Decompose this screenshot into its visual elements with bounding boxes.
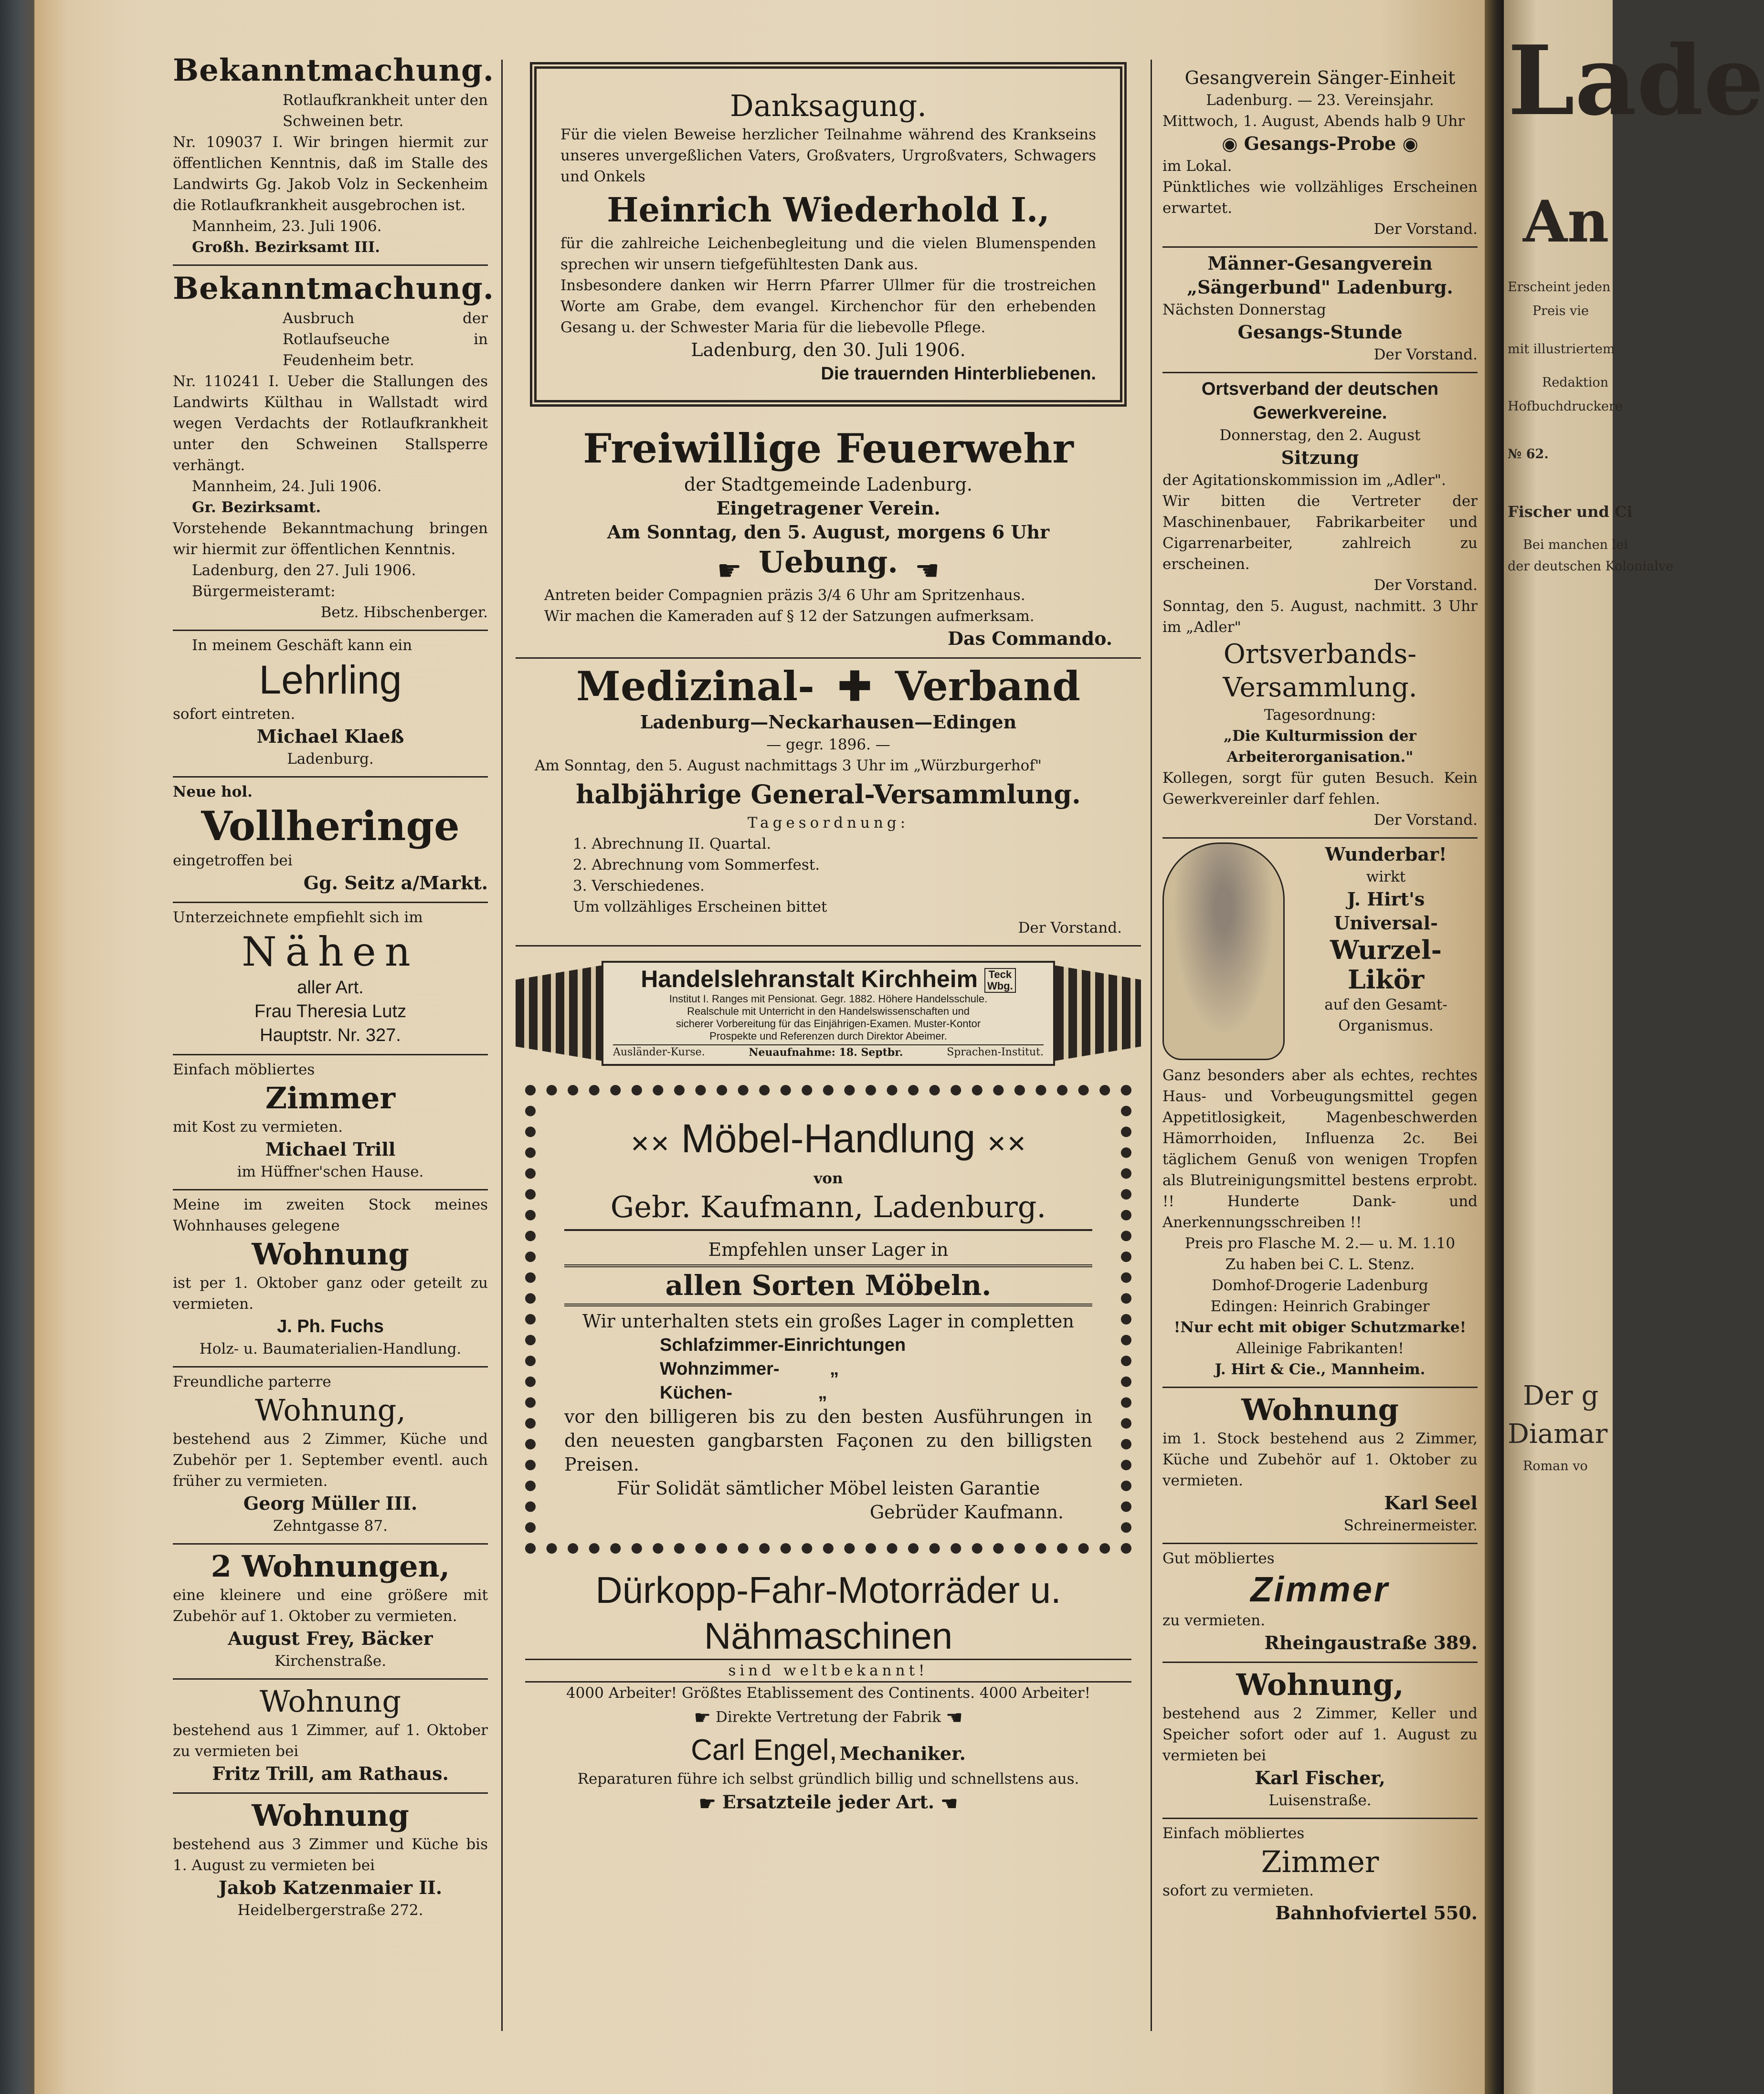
ad-wohnung-katzenmaier [173,1794,488,1927]
ad-zimmer-rheingau [1162,1544,1478,1663]
notice-office: Bürgermeisteramt: [192,583,336,600]
ad-address: Hauptstr. Nr. 327. [260,1025,401,1045]
ad-line: im Lokal. [1162,158,1232,175]
ad-line: Kollegen, sorgt für guten Besuch. Kein Gewerkvereinler darf fehlen. [1162,769,1478,808]
ad-text: zu vermieten. [1162,1612,1266,1629]
ad-intro: Freundliche parterre [173,1373,331,1390]
ad-name: Michael Trill [265,1138,396,1160]
ad-address: Schreinermeister. [1343,1517,1478,1534]
notice-date: Mannheim, 23. Juli 1906. [192,218,382,235]
ad-von: von [813,1169,843,1187]
ad-text: eine kleinere und eine größere mit Zubehör auf 1. Oktober zu vermieten. [173,1587,488,1625]
monk-trademark-illustration [1162,842,1285,1060]
ad-line-row [525,1704,1131,1732]
adjacent-line: Fischer und Ci [1508,503,1633,521]
ad-lehrling [173,631,488,778]
ad-headline-row [544,544,1112,585]
ad-line: wirkt [1366,868,1406,885]
adjacent-page [1504,0,1764,2094]
ad-moebel-handlung [525,1085,1131,1554]
ad-address: Bahnhofviertel 550. [1275,1902,1478,1924]
book-binding-edge [0,0,34,2094]
adjacent-line: Preis vie [1532,304,1589,318]
ad-signature: Der Vorstand. [1373,811,1478,829]
ad-title: Dürkopp-Fahr-Motorräder u. Nähmaschinen [595,1568,1061,1657]
ad-line: Wir machen die Kameraden auf § 12 der Satzungen aufmerksam. [544,607,1035,625]
ad-places: Ladenburg—Neckarhausen—Edingen [640,711,1017,733]
ad-headline: Wohnung [259,1684,401,1719]
ad-address: Kirchenstraße. [274,1652,387,1670]
ad-line: Mittwoch, 1. August, Abends halb 9 Uhr [1162,113,1465,130]
pointing-hand-left-icon: ☚ [945,1706,963,1729]
ad-headline: Gesangs-Probe [1244,133,1396,154]
ad-headline-2: Ortsverbands-Versammlung. [1223,639,1417,703]
ad-place: Ladenburg. [287,750,374,768]
ad-headline: halbjährige General-Versammlung. [576,779,1081,810]
ad-price: Preis pro Flasche M. 2.— u. M. 1.10 [1184,1235,1456,1252]
adjacent-masthead: Lade [1508,25,1764,137]
ad-title: Freiwillige Feuerwehr [583,425,1074,472]
ad-headline: Wohnung, [255,1393,406,1428]
ad-name-row [525,1732,1131,1768]
ad-line: Wir bitten die Vertreter der Maschinenbauer, Fabrikarbeiter und Cigarrenarbeiter, zahlreich zu erscheinen. [1162,493,1478,573]
ad-text: bestehend aus 3 Zimmer und Küche bis 1. August zu vermieten bei [173,1836,488,1874]
ad-intro: Einfach möbliertes [173,1061,315,1078]
ad-paragraph: Ganz besonders aber als echtes, rechtes Haus- und Vorbeugungsmittel gegen Appetitlosigkeit, Magenbeschwerden Hämorrhoiden, Influenza 2c. Bei täglichem Genuß von wenigen Tropfen als Blutreinigungsmittel bestens erprobt. !! Hunderte Dank- und Anerkennungsschreiben !! [1162,1067,1478,1231]
ad-line: Wir unterhalten stets ein großes Lager in completten [582,1310,1074,1332]
ad-agenda-title: Tagesordnung: [747,814,909,831]
ad-signature: Die trauernden Hinterbliebenen. [821,364,1096,384]
left-column [173,48,495,1927]
ad-headline: Zimmer [1250,1569,1390,1609]
ad-line: vor den billigeren bis zu den besten Ausführungen in den neuesten gangbarsten Façonen zu den billigsten Preisen. [564,1406,1092,1475]
ad-address: Rheingaustraße 389. [1264,1632,1478,1653]
ad-address: Zehntgasse 87. [273,1517,388,1535]
ad-line: Institut I. Ranges mit Pensionat. Gegr. 1882. Höhere Handelsschule. [669,993,988,1005]
ad-title: Ortsverband der deutschen Gewerkvereine. [1201,379,1439,423]
ad-line: Alleinige Fabrikanten! [1236,1340,1404,1357]
ad-name: Fritz Trill, am Rathaus. [212,1763,449,1784]
ad-2-wohnungen [173,1545,488,1680]
pointing-hand-left-icon: ☚ [915,554,940,587]
ad-line: Zu haben bei C. L. Stenz. [1225,1256,1415,1273]
ad-tag-1: Teck [988,968,1012,981]
ad-wohnung-seel [1162,1388,1478,1544]
notice-title: Bekanntmachung. [173,271,495,306]
ad-line: Antreten beider Compagnien präzis 3/4 6 Uhr am Spritzenhaus. [544,586,1025,604]
ad-text: eingetroffen bei [173,852,293,869]
ad-line: Wunderbar! [1325,843,1447,865]
ad-intro: Unterzeichnete empfiehlt sich im [173,909,423,926]
ad-name: Georg Müller III. [243,1493,418,1514]
ad-handelslehranstalt [516,956,1141,1071]
notice-body: Nr. 110241 I. Ueber die Stallungen des Landwirts Külthau in Wallstadt wird wegen Verdachts der Rotlaufkrankheit unter den Schweinen Stallsperre verhängt. [173,373,488,474]
pointing-hand-right-icon: ☛ [717,554,742,587]
ad-line: der Agitationskommission im „Adler". [1162,472,1446,489]
ad-wohnung-mueller [173,1368,488,1545]
notice-title: Bekanntmachung. [173,53,495,88]
ad-line: auf den Gesamt-Organismus. [1324,996,1447,1034]
ad-wurzel-likoer [1162,839,1478,1388]
ad-intro: In meinem Geschäft kann ein [192,637,412,654]
notice-rotlauf-seckenheim [173,48,495,266]
ad-signature: J. Hirt & Cie., Mannheim. [1215,1361,1426,1378]
ad-firm: Gebr. Kaufmann, Ladenburg. [564,1189,1092,1231]
adjacent-line: Redaktion [1542,375,1609,390]
adjacent-line: mit illustriertem [1508,342,1615,357]
ad-footer-item: Neuaufnahme: 18. Septbr. [749,1046,903,1059]
ad-address: Holz- u. Baumaterialien-Handlung. [199,1340,462,1357]
ad-intro: Meine im zweiten Stock meines Wohnhauses gelegene [173,1196,488,1234]
ad-headline: Wohnung, [1236,1667,1404,1702]
adjacent-subhead: An [1523,188,1609,255]
ad-deceased-name: Heinrich Wiederhold I., [607,190,1050,230]
ad-line: Ladenburg. — 23. Vereinsjahr. [1206,92,1434,109]
notice-body: Nr. 109037 I. Wir bringen hiermit zur öffentlichen Kenntnis, daß im Stalle des Landwirts Gg. Jakob Volz in Seckenheim die Rotlaufkrankheit ausgebrochen ist. [173,134,488,214]
ad-name: Karl Fischer, [1255,1767,1385,1789]
ad-agenda-item: 1. Abrechnung II. Quartal. [573,835,771,852]
ad-line: J. Hirt's [1347,888,1425,910]
ad-headline: 2 Wohnungen, [211,1549,450,1584]
eye-ornament-icon: ◉ [1222,133,1238,154]
ad-line: Pünktliches wie vollzähliges Erscheinen erwartet. [1162,179,1478,217]
column-rule-2 [1151,60,1152,2031]
ad-ortsverband [1162,373,1478,839]
ad-text: bestehend aus 2 Zimmer, Keller und Speicher sofort oder auf 1. August zu vermieten bei [1162,1705,1478,1764]
decorative-stripes-right [1055,966,1141,1061]
ad-intro: Neue hol. [173,783,253,800]
ad-saengerbund [1162,248,1478,373]
ad-zimmer-bahnhof [1162,1819,1478,1932]
notice-names: Betz. Hibschenberger. [320,604,488,621]
cross-icon: ✚ [838,662,872,710]
cross-pattern-icon: ✕✕ [630,1130,670,1157]
ad-intro: Gut möbliertes [1162,1550,1275,1567]
ad-tag-2: Wbg. [987,980,1013,992]
ad-naehen [173,903,488,1055]
cross-pattern-icon: ✕✕ [986,1130,1027,1157]
decorative-stripes-left [516,966,602,1061]
ad-name: August Frey, Bäcker [228,1628,433,1649]
adjacent-line: Roman vo [1523,1459,1588,1473]
adjacent-line: № 62. [1508,447,1549,462]
ad-zimmer-trill [173,1055,488,1190]
pointing-hand-right-icon: ☛ [698,1792,716,1815]
ad-title: Männer-Gesangverein „Sängerbund" Ladenburg. [1187,253,1453,298]
ad-line: Edingen: Heinrich Grabinger [1210,1298,1430,1315]
ad-wohnung-fischer [1162,1663,1478,1819]
ad-signature: Der Vorstand. [1373,221,1478,238]
adjacent-line: Bei manchen lei [1523,537,1628,552]
ad-intro: Einfach möbliertes [1162,1825,1305,1842]
notice-subject: Rotlaufkrankheit unter den Schweinen betr. [283,92,488,130]
ad-wohnung-trill [173,1680,488,1794]
ad-name: Jakob Katzenmaier II. [218,1877,443,1898]
ad-line: Direkte Vertretung der Fabrik [716,1708,941,1726]
ad-danksagung [530,62,1127,407]
ad-headline: Uebung. [759,545,898,579]
ad-name: Michael Klaeß [256,726,404,747]
ad-signature: Der Vorstand. [1373,346,1478,363]
ad-line: 4000 Arbeiter! Größtes Etablissement des Continents. 4000 Arbeiter! [566,1684,1091,1702]
ad-headline: allen Sorten Möbeln. [564,1264,1092,1306]
ad-job: Mechaniker. [839,1742,966,1764]
ad-signature: Der Vorstand. [1018,919,1122,937]
ad-agenda-item: 3. Verschiedenes. [573,877,705,894]
ad-agenda-item: 2. Abrechnung vom Sommerfest. [573,856,820,873]
ad-headline: Zimmer [265,1081,396,1115]
notice-subject: Ausbruch der Rotlaufseuche in Feudenheim betr. [283,310,488,369]
notice-note: Vorstehende Bekanntmachung bringen wir hiermit zur öffentlichen Kenntnis. [173,520,488,558]
ad-line: Empfehlen unser Lager in [708,1239,949,1260]
ad-signature: Gebrüder Kaufmann. [869,1501,1064,1523]
adjacent-line: der deutschen Kolonialve [1508,559,1674,574]
ad-line: Sonntag, den 5. August, nachmitt. 3 Uhr im „Adler" [1162,598,1478,636]
ad-title: Handelslehranstalt Kirchheim [641,965,978,992]
ad-line: Domhof-Drogerie Ladenburg [1212,1277,1428,1294]
ad-line: Für Solidät sämtlicher Möbel leisten Garantie [616,1477,1040,1499]
ad-paragraph: Insbesondere danken wir Herrn Pfarrer Ullmer für die trostreichen Worte am Grabe, dem evangel. Kirchenchor für den erhebenden Gesang u. der Schwester Maria für die liebevolle Pflege. [560,277,1096,336]
ad-item: Küchen- „ [660,1382,827,1403]
ad-title-row [613,966,1044,993]
ad-date: Ladenburg, den 30. Juli 1906. [691,339,966,360]
ad-address: Heidelbergerstraße 272. [237,1902,423,1919]
ad-line: Universal- [1334,912,1438,934]
ad-line: Ersatzteile jeder Art. [722,1791,935,1812]
ad-text: mit Kost zu vermieten. [173,1118,343,1136]
ad-subtitle-2: Eingetragener Verein. [716,497,940,519]
adjacent-line: Erscheint jeden [1508,280,1611,295]
notice-signature: Gr. Bezirksamt. [192,499,321,516]
ad-text: sofort eintreten. [173,705,296,723]
ad-item: Schlafzimmer-Einrichtungen [660,1335,906,1355]
right-column [1162,62,1478,1932]
ad-name: Frau Theresia Lutz [254,1001,407,1021]
ad-headline: Nähen [242,928,419,975]
ad-when: Am Sonntag, den 5. August nachmittags 3 Uhr im „Würzburgerhof" [535,757,1042,774]
ad-headline-row [1162,132,1478,156]
ad-agenda-item: „Die Kulturmission der Arbeiterorganisation." [1224,727,1416,766]
ad-text: im 1. Stock bestehend aus 2 Zimmer, Küche und Zubehör auf 1. Oktober zu vermieten. [1162,1430,1478,1489]
ad-title-row [564,1115,1092,1168]
ad-agenda-title: Tagesordnung: [1264,706,1376,724]
ad-headline: Wohnung [252,1237,409,1272]
ad-name: Gg. Seitz a/Markt. [303,872,488,894]
ad-text: sofort zu vermieten. [1162,1882,1314,1899]
ad-text: ist per 1. Oktober ganz oder geteilt zu vermieten. [173,1274,488,1313]
ad-headline: Wohnung [252,1798,409,1833]
ad-feuerwehr [516,421,1141,659]
ad-closing: Um vollzähliges Erscheinen bittet [573,898,827,915]
ad-when: Am Sonntag, den 5. August, morgens 6 Uhr [607,521,1050,543]
ad-name: J. Ph. Fuchs [277,1316,384,1336]
ad-line: !Nur echt mit obiger Schutzmarke! [1173,1319,1467,1336]
notice-date-2: Ladenburg, den 27. Juli 1906. [192,562,416,579]
notice-signature: Großh. Bezirksamt III. [192,239,380,256]
ad-text: bestehend aus 2 Zimmer, Küche und Zubehör per 1. September eventl. auch früher zu vermieten. [173,1431,488,1490]
ad-line-row [525,1789,1131,1818]
ad-name: Carl Engel, [691,1733,837,1767]
ad-vollheringe [173,778,488,903]
ad-headline: Sitzung [1281,447,1359,468]
column-rule-1 [501,60,503,2031]
ad-saenger-einheit [1162,62,1478,248]
ad-address: im Hüffner'schen Hause. [237,1163,424,1180]
ad-headline: Wohnung [1241,1392,1399,1427]
ad-line: Realschule mit Unterricht in den Handelswissenschaften und [687,1005,970,1018]
pointing-hand-right-icon: ☛ [694,1706,711,1729]
pointing-hand-left-icon: ☚ [940,1792,958,1815]
ad-title: Danksagung. [730,88,927,123]
notice-rotlauf-feudenheim [173,266,495,631]
ad-subtitle: sind weltbekannt! [525,1659,1131,1683]
ad-headline: Zimmer [1261,1844,1379,1879]
ad-paragraph: für die zahlreiche Leichenbegleitung und die vielen Blumenspenden sprechen wir unsern tiefgefühltesten Dank aus. [560,235,1096,273]
adjacent-line: Hofbuchdruckere [1508,399,1623,414]
book-gutter [1485,0,1504,2094]
ad-item: Wohnzimmer- „ [660,1358,839,1379]
adjacent-line: Der g [1523,1380,1599,1411]
ad-footer-item: Ausländer-Kurse. [613,1046,705,1059]
ad-line: Reparaturen führe ich selbst gründlich billig und schnellstens aus. [577,1770,1079,1788]
ad-line: Nächsten Donnerstag [1162,301,1326,318]
ad-address: Luisenstraße. [1268,1792,1372,1809]
ad-title-part1: Medizinal- [576,662,814,710]
middle-column [516,43,1141,1825]
ad-wohnung-fuchs [173,1190,488,1368]
ad-text: aller Art. [297,978,364,998]
ad-signature: Das Commando. [948,627,1112,649]
ad-title-tag [984,968,1016,993]
notice-date: Mannheim, 24. Juli 1906. [192,478,382,495]
ad-title-row [535,663,1122,710]
ad-headline: Gesangs-Stunde [1237,321,1403,343]
ad-text: bestehend aus 1 Zimmer, auf 1. Oktober zu vermieten bei [173,1722,488,1760]
ad-founded: — gegr. 1896. — [766,736,890,753]
ad-name: Karl Seel [1384,1492,1478,1514]
ad-medizinal-verband [516,659,1141,947]
ad-headline: Lehrling [259,657,402,702]
adjacent-line: Diamar [1508,1419,1608,1450]
ad-duerkopp [516,1563,1141,1825]
ad-signature: Der Vorstand. [1373,577,1478,594]
ad-footer [613,1044,1044,1060]
ad-line: Prospekte und Referenzen durch Direktor Abeimer. [709,1030,947,1042]
ad-line: Donnerstag, den 2. August [1219,427,1421,444]
ad-footer-item: Sprachen-Institut. [947,1046,1044,1059]
ad-title: Gesangverein Sänger-Einheit [1184,67,1456,88]
eye-ornament-icon: ◉ [1402,133,1418,154]
ad-title: Möbel-Handlung [681,1115,976,1161]
ad-title-part2: Verband [895,662,1080,710]
ad-subtitle: der Stadtgemeinde Ladenburg. [684,474,972,495]
ad-box [602,961,1055,1066]
ad-paragraph: Für die vielen Beweise herzlicher Teilnahme während des Krankseins unseres unvergeßlichen Vaters, Großvaters, Urgroßvaters, Schwagers und Onkels [560,126,1096,185]
ad-headline: Vollheringe [201,802,460,850]
ad-headline: Wurzel-Likör [1330,935,1442,995]
ad-line: sicherer Vorbereitung für das Einjährigen-Examen. Muster-Kontor [676,1018,981,1030]
